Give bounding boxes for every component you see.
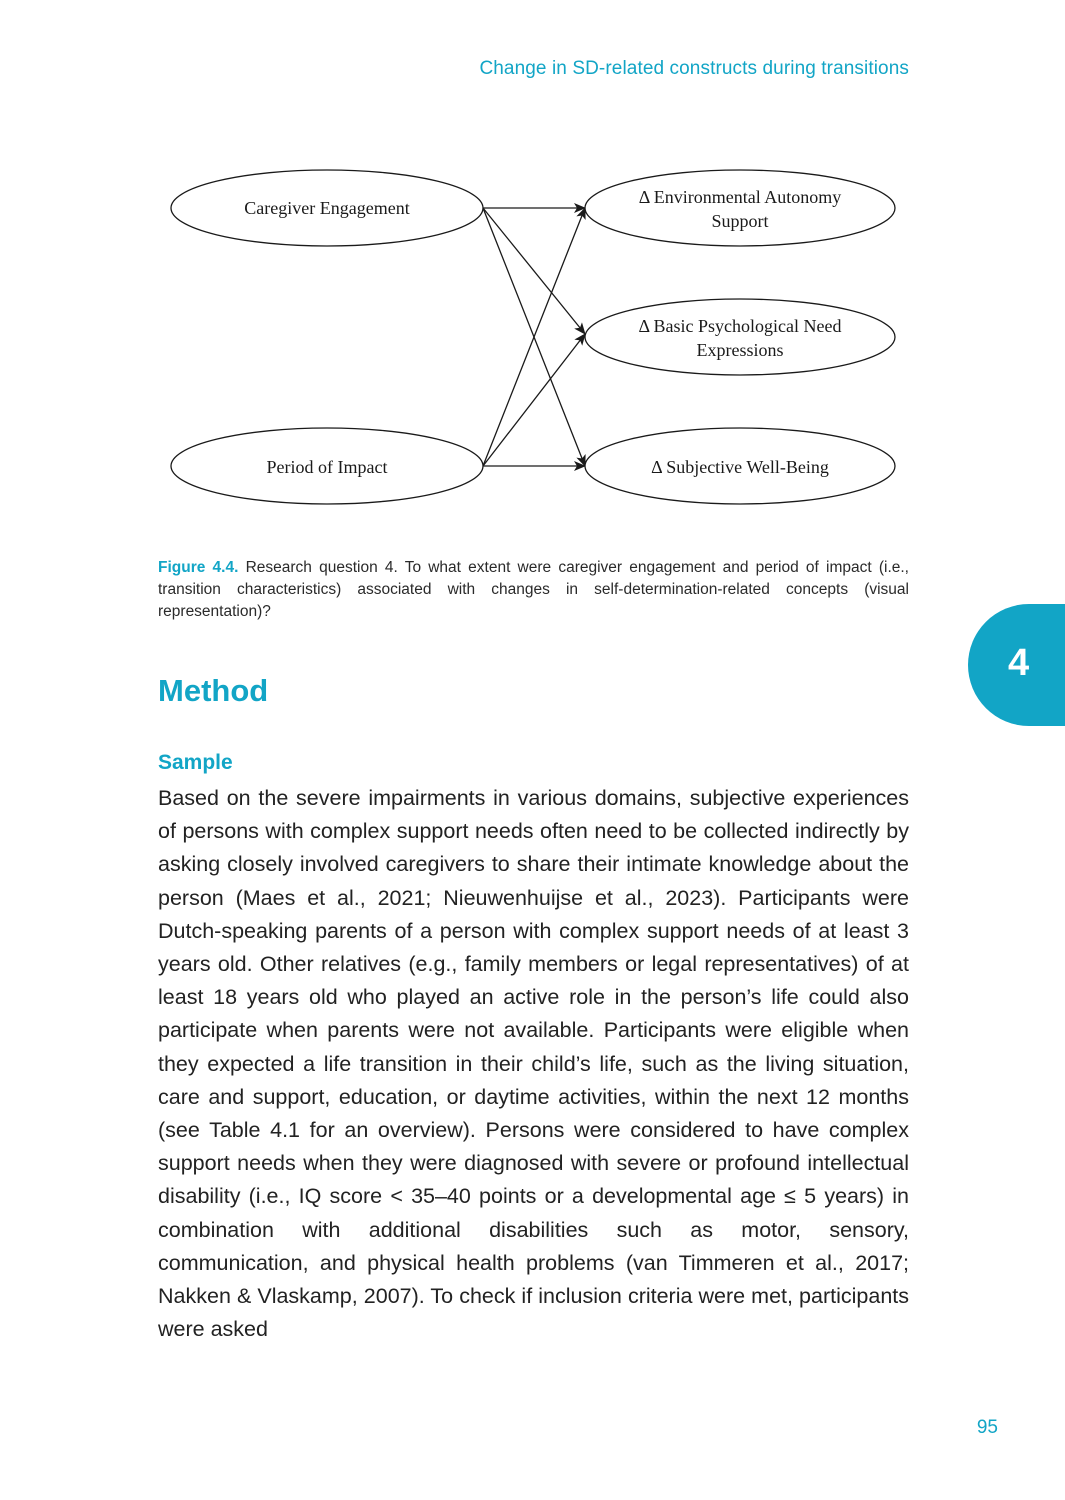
node-subjective-well-being-label: Δ Subjective Well-Being	[651, 457, 829, 477]
running-head: Change in SD-related constructs during transitions	[479, 58, 909, 79]
chapter-tab	[968, 604, 1065, 726]
node-caregiver-engagement	[171, 170, 483, 246]
body-paragraph: Based on the severe impairments in various domains, subjective experiences of persons with complex support needs often need to be collected indirectly by asking closely involved caregivers to share their intimate knowledge about the person (Maes et al., 2021; Nieuwenhuijse et al., 2023). Participants were Dutch-speaking parents of a person with complex support needs of at least 3 years old. Other relatives (e.g., family members or legal representatives) of at least 18 years old who played an active role in the person’s life could also participate when parents were not available. Participants were eligible when they expected a life transition in their child’s life, such as the living situation, care and support, education, or daytime activities, within the next 12 months (see Table 4.1 for an overview). Persons were considered to have complex support needs when they were diagnosed with severe or profound intellectual disability (i.e., IQ score < 35–40 points or a developmental age ≤ 5 years) in combination with additional disabilities such as motor, sensory, communication, and physical health problems (van Timmeren et al., 2017; Nakken & Vlaskamp, 2007). To check if inclusion criteria were met, participants were asked	[158, 786, 909, 1342]
chapter-number: 4	[1008, 642, 1030, 684]
node-basic-psychological-need-label-line2: Expressions	[696, 340, 784, 360]
edge-impact-to-need	[483, 334, 585, 466]
node-environmental-autonomy-support-label-line1: Δ Environmental Autonomy	[638, 187, 842, 207]
node-period-of-impact	[171, 428, 483, 504]
node-basic-psychological-need	[585, 299, 895, 375]
node-basic-psychological-need-label-line1: Δ Basic Psychological Need	[638, 316, 842, 336]
node-period-of-impact-label: Period of Impact	[266, 457, 388, 477]
subsection-heading: Sample	[158, 751, 233, 774]
path-diagram	[160, 160, 910, 520]
page-number: 95	[976, 1417, 998, 1438]
node-environmental-autonomy-support-label-line2: Support	[711, 211, 769, 231]
edge-caregiver-to-need	[483, 208, 585, 334]
figure-caption	[158, 557, 909, 623]
node-caregiver-engagement-label: Caregiver Engagement	[244, 198, 410, 218]
figure-caption-text: Research question 4. To what extent were caregiver engagement and period of impact (i.e., transition characteristics) associated with changes in self-determination-related concepts (visual representation)?	[158, 559, 909, 620]
section-heading: Method	[158, 673, 269, 708]
figure-label: Figure 4.4.	[158, 559, 239, 576]
node-subjective-well-being	[585, 428, 895, 504]
node-environmental-autonomy-support	[585, 170, 895, 246]
